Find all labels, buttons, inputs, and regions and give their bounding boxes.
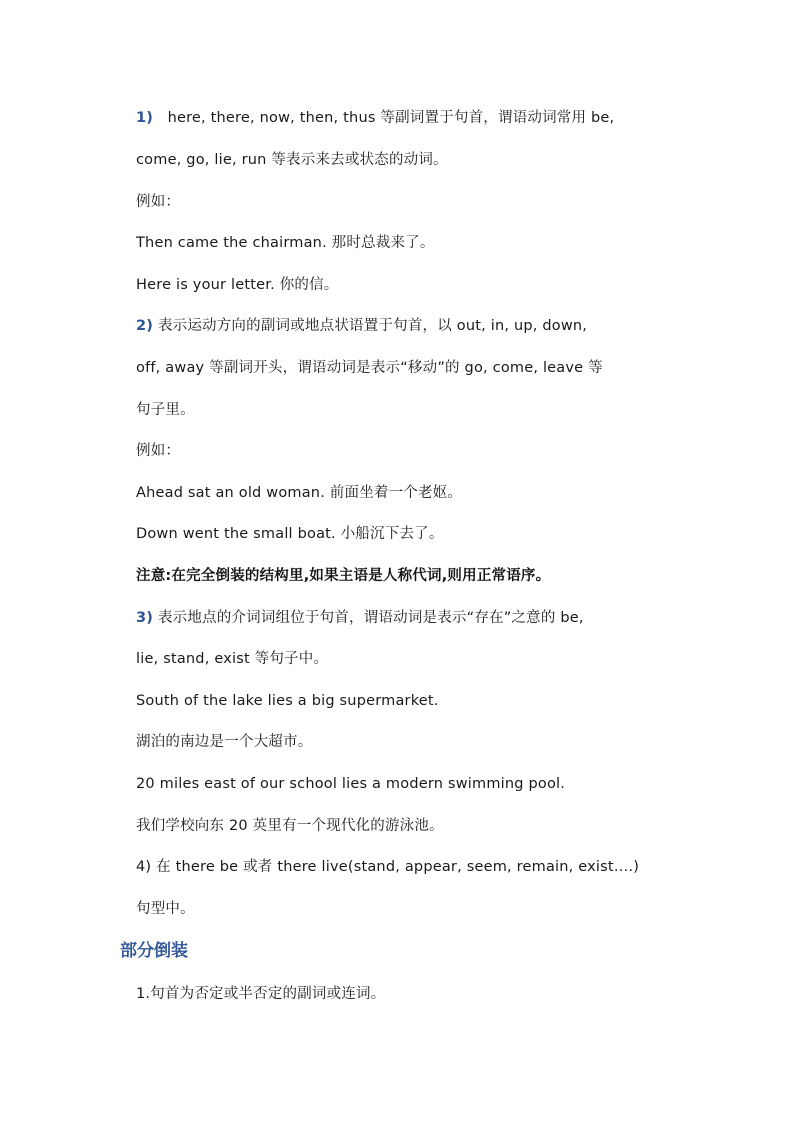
paragraph-text: 表示地点的介词词组位于句首，谓语动词是表示“存在”之意的 be, bbox=[157, 610, 584, 626]
example-label: 例如： bbox=[136, 443, 181, 459]
example-sentence: Down went the small boat. 小船沉下去了。 bbox=[136, 526, 444, 542]
paragraph-line: 句子里。 bbox=[136, 402, 195, 418]
example-translation: 我们学校向东 20 英里有一个现代化的游泳池。 bbox=[136, 818, 444, 834]
list-item: 1.句首为否定或半否定的副词或连词。 bbox=[136, 986, 386, 1002]
paragraph-line: off, away 等副词开头，谓语动词是表示“移动”的 go, come, leave 等 bbox=[136, 360, 603, 376]
paragraph-line: 4) 在 there be 或者 there live(stand, appear, seem, remain, exist….) bbox=[136, 859, 640, 875]
paragraph-line: 句型中。 bbox=[136, 901, 195, 917]
example-sentence: South of the lake lies a big supermarket. bbox=[136, 693, 439, 709]
section-heading: 部分倒装 bbox=[120, 941, 188, 961]
example-sentence: Here is your letter. 你的信。 bbox=[136, 277, 339, 293]
paragraph-text: here, there, now, then, thus 等副词置于句首，谓语动词常用 be, bbox=[167, 110, 615, 126]
example-sentence: Then came the chairman. 那时总裁来了。 bbox=[136, 235, 435, 251]
example-translation: 湖泊的南边是一个大超市。 bbox=[136, 734, 313, 750]
example-sentence: 20 miles east of our school lies a modern swimming pool. bbox=[136, 776, 566, 792]
example-sentence: Ahead sat an old woman. 前面坐着一个老妪。 bbox=[136, 485, 463, 501]
example-label: 例如： bbox=[136, 194, 181, 210]
list-number: 3) bbox=[136, 610, 154, 626]
paragraph-line bbox=[136, 316, 666, 336]
paragraph-line: come, go, lie, run 等表示来去或状态的动词。 bbox=[136, 152, 448, 168]
note-text: 注意:在完全倒装的结构里,如果主语是人称代词,则用正常语序。 bbox=[136, 568, 551, 584]
list-number: 2) bbox=[136, 318, 154, 334]
paragraph-text: 表示运动方向的副词或地点状语置于句首，以 out, in, up, down, bbox=[157, 318, 588, 334]
paragraph-line: lie, stand, exist 等句子中。 bbox=[136, 651, 329, 667]
paragraph-line bbox=[136, 608, 666, 628]
paragraph-line bbox=[136, 108, 666, 128]
list-number: 1) bbox=[136, 110, 154, 126]
